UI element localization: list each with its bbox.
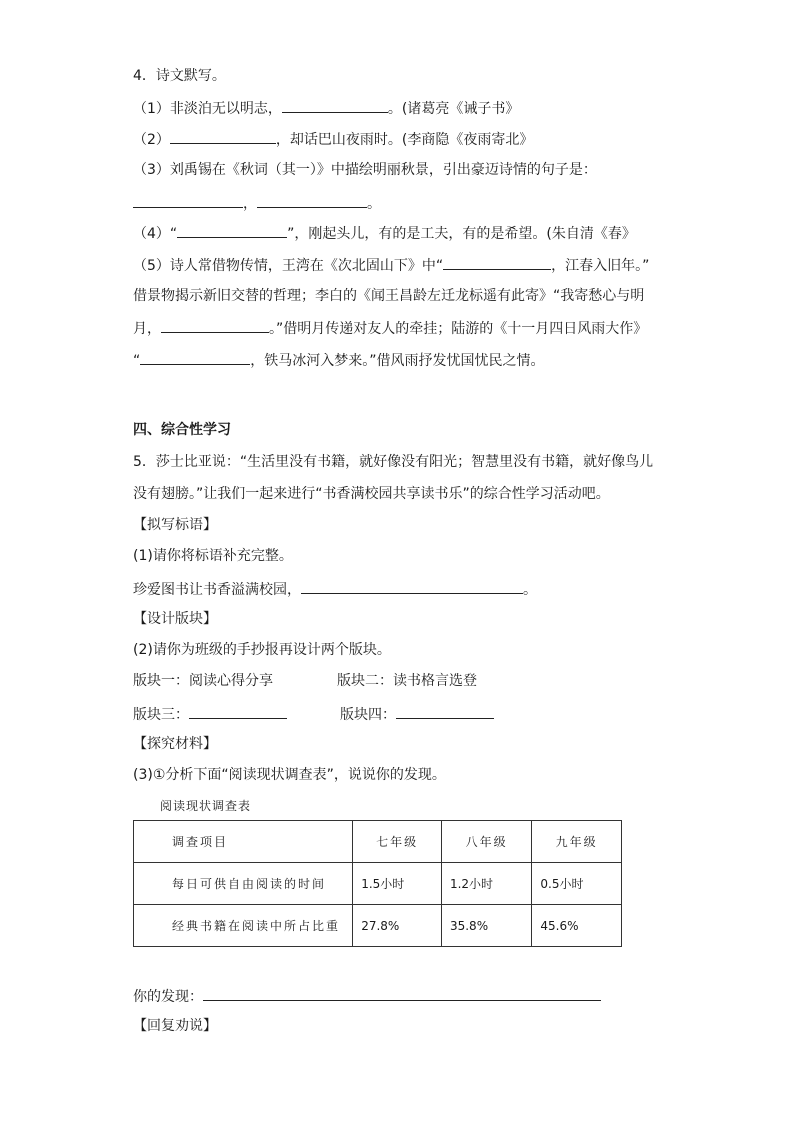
q4-item-5-prefix: （5）诗人常借物传情，王湾在《次北固山下》中“	[133, 258, 444, 274]
q4-item-5-suffix: ，江春入旧年。”	[551, 258, 650, 274]
block-4	[340, 703, 494, 725]
answer-blank[interactable]	[133, 192, 243, 208]
answer-blank[interactable]	[161, 317, 269, 333]
finding-line	[133, 985, 601, 1007]
table-cell: 45.6%	[532, 905, 622, 947]
answer-blank[interactable]	[257, 192, 367, 208]
q4-item-5-line2: 借景物揭示新旧交替的哲理；李白的《闻王昌龄左迁龙标遥有此寄》“我寄愁心与明	[133, 288, 645, 304]
table-header-cell: 七年级	[353, 821, 442, 863]
q4-item-2	[133, 128, 533, 150]
section-title: 四、综合性学习	[133, 422, 231, 438]
line3-suffix: 。”借明月传递对友人的牵挂；陆游的《十一月四日风雨大作》	[269, 321, 648, 337]
table-row	[134, 905, 622, 947]
q4-item-5-line4	[133, 349, 545, 371]
block-1: 版块一：阅读心得分享	[133, 673, 273, 689]
slogan-header: 【拟写标语】	[133, 517, 217, 533]
q4-heading: 4．诗文默写。	[133, 68, 226, 84]
table-cell: 经典书籍在阅读中所占比重	[134, 905, 353, 947]
explore-header: 【探究材料】	[133, 736, 217, 752]
block-3-label: 版块三：	[133, 707, 189, 723]
line4-prefix: “	[133, 353, 141, 369]
slogan-prefix: 珍爱图书让书香溢满校园，	[133, 582, 301, 598]
q5-line2: 没有翅膀。”让我们一起来进行“书香满校园共享读书乐”的综合性学习活动吧。	[133, 486, 610, 502]
answer-blank[interactable]	[396, 703, 494, 719]
table-row	[134, 863, 622, 905]
block-2: 版块二：读书格言选登	[337, 673, 477, 689]
table-cell: 0.5小时	[532, 863, 622, 905]
q4-item-2-suffix: ，却话巴山夜雨时。(李商隐《夜雨寄北》	[275, 132, 534, 148]
table-cell: 27.8%	[353, 905, 442, 947]
table-header-cell: 调查项目	[134, 821, 353, 863]
answer-blank[interactable]	[301, 578, 523, 594]
table-header-cell: 八年级	[441, 821, 531, 863]
q4-item-4-suffix: ”，刚起头儿，有的是工夫，有的是希望。(朱自清《春》	[287, 226, 636, 242]
table-cell: 35.8%	[441, 905, 531, 947]
table-header-cell: 九年级	[532, 821, 622, 863]
block-3	[133, 703, 287, 725]
q4-item-5-line1	[133, 254, 649, 276]
answer-blank[interactable]	[282, 97, 388, 113]
table-cell: 每日可供自由阅读的时间	[134, 863, 353, 905]
design-question: (2)请你为班级的手抄报再设计两个版块。	[133, 642, 391, 658]
reply-header: 【回复劝说】	[133, 1018, 217, 1034]
q4-item-3: （3）刘禹锡在《秋词（其一）》中描绘明丽秋景，引出豪迈诗情的句子是：	[133, 162, 597, 178]
slogan-line	[133, 578, 537, 600]
period: 。	[523, 582, 537, 598]
q4-item-4	[133, 222, 636, 244]
answer-blank[interactable]	[177, 222, 287, 238]
q4-item-1-suffix: 。(诸葛亮《诫子书》	[387, 101, 520, 117]
table-cell: 1.2小时	[441, 863, 531, 905]
design-header: 【设计版块】	[133, 611, 217, 627]
q4-item-1	[133, 97, 519, 119]
period: 。	[367, 196, 381, 212]
line4-suffix: ，铁马冰河入梦来。”借风雨抒发忧国忧民之情。	[250, 353, 545, 369]
answer-blank[interactable]	[140, 349, 250, 365]
q4-item-2-prefix: （2）	[133, 132, 170, 148]
table-header-row	[134, 821, 622, 863]
q4-item-1-prefix: （1）非淡泊无以明志，	[133, 101, 282, 117]
separator-comma: ，	[243, 196, 257, 212]
slogan-question: (1)请你将标语补充完整。	[133, 548, 293, 564]
answer-blank[interactable]	[203, 985, 601, 1001]
block-4-label: 版块四：	[340, 707, 396, 723]
finding-label: 你的发现：	[133, 989, 203, 1005]
answer-blank[interactable]	[443, 254, 551, 270]
q4-item-5-line3	[133, 317, 647, 339]
answer-blank[interactable]	[170, 128, 276, 144]
q4-item-3-answers	[133, 192, 381, 214]
explore-question: (3)①分析下面“阅读现状调查表”，说说你的发现。	[133, 767, 446, 783]
q4-item-4-prefix: （4）“	[133, 226, 178, 242]
survey-table	[133, 820, 622, 947]
table-cell: 1.5小时	[353, 863, 442, 905]
answer-blank[interactable]	[189, 703, 287, 719]
line3-prefix: 月，	[133, 321, 161, 337]
table-caption: 阅读现状调查表	[160, 799, 252, 813]
q5-line1: 5．莎士比亚说：“生活里没有书籍，就好像没有阳光；智慧里没有书籍，就好像鸟儿	[133, 454, 654, 470]
